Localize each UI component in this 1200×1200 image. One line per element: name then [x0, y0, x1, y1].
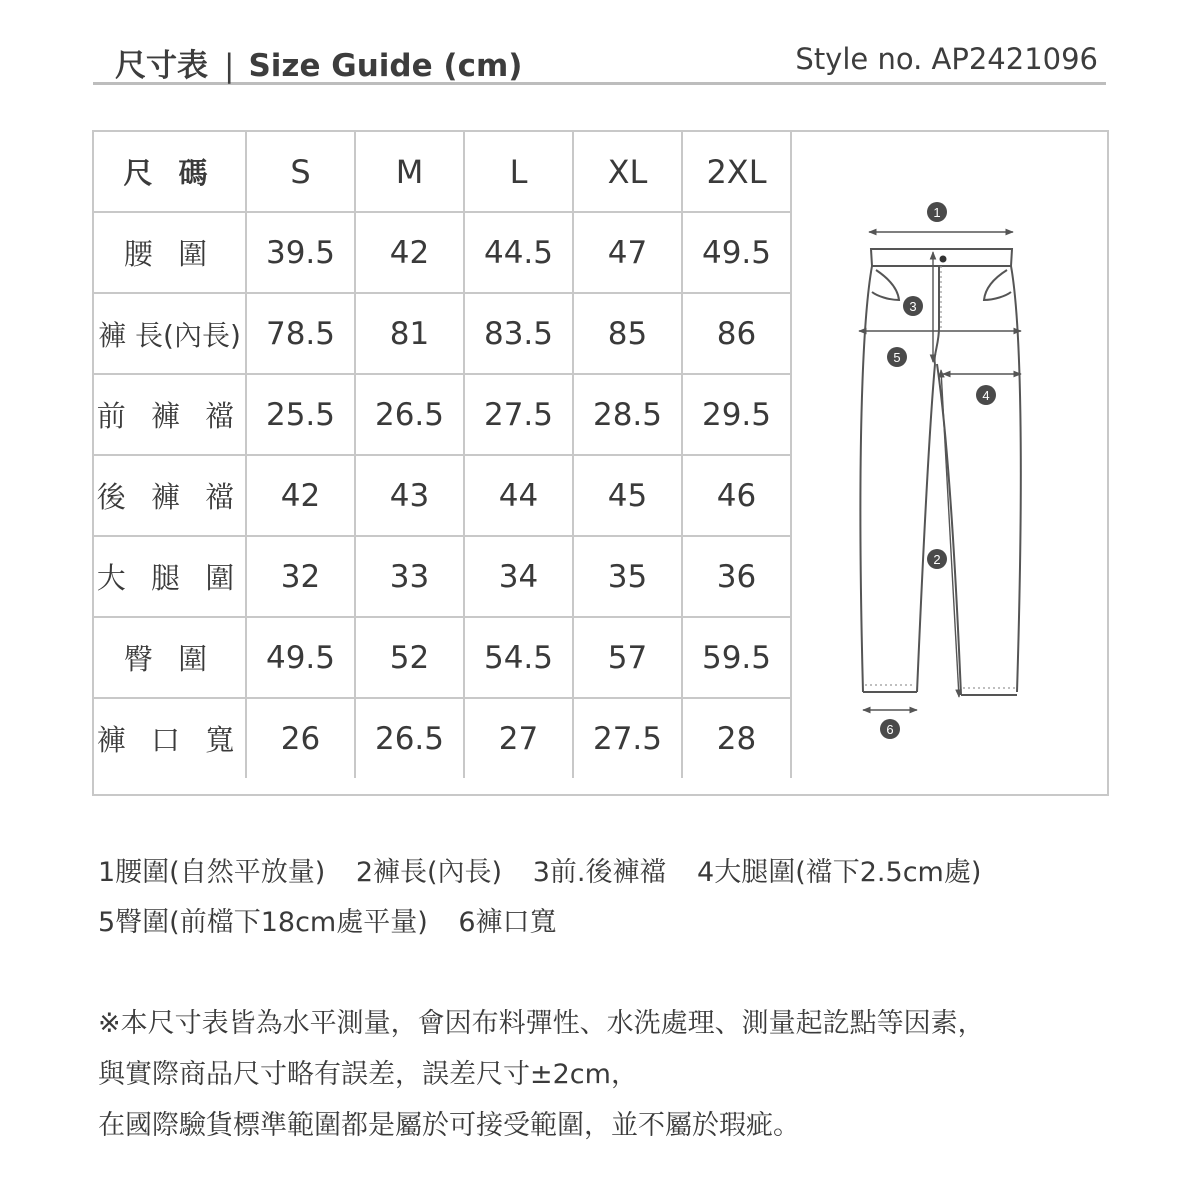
title-en: Size Guide (cm) [248, 48, 523, 84]
table-cell: 83.5 [464, 293, 573, 374]
size-header: XL [573, 132, 682, 212]
size-header: S [246, 132, 355, 212]
table-row [94, 455, 791, 536]
row-label: 褲 長(內長) [94, 293, 246, 374]
svg-text:5: 5 [893, 350, 901, 365]
table-cell: 86 [682, 293, 791, 374]
table-cell: 78.5 [246, 293, 355, 374]
row-label: 後 褲 襠 [94, 455, 246, 536]
size-header: M [355, 132, 464, 212]
header [93, 36, 1106, 85]
table-cell: 54.5 [464, 617, 573, 698]
legend-line-2 [98, 898, 1003, 948]
table-cell: 39.5 [246, 212, 355, 293]
pants-diagram [791, 132, 1107, 794]
title-cn: 尺寸表 [115, 48, 208, 84]
legend-item: 1腰圍(自然平放量) [98, 857, 326, 888]
legend-item: 4大腿圍(襠下2.5cm處) [697, 857, 982, 888]
legend-item: 5臀圍(前檔下18cm處平量) [98, 907, 428, 938]
marker-4 [976, 385, 996, 405]
title-separator: | [224, 48, 235, 84]
marker-2 [927, 549, 947, 569]
row-label: 褲 口 寬 [94, 698, 246, 778]
marker-6 [880, 719, 900, 739]
table-cell: 47 [573, 212, 682, 293]
svg-text:2: 2 [933, 552, 941, 567]
table-cell: 27.5 [573, 698, 682, 778]
disclaimer-note [98, 998, 985, 1151]
table-cell: 35 [573, 536, 682, 617]
table-cell: 44.5 [464, 212, 573, 293]
legend-line-1 [98, 848, 1003, 898]
legend-item: 3前.後褲襠 [532, 857, 667, 888]
style-number: Style no. AP2421096 [795, 42, 1098, 76]
table-cell: 49.5 [682, 212, 791, 293]
table-cell: 33 [355, 536, 464, 617]
table-cell: 25.5 [246, 374, 355, 455]
marker-1 [927, 202, 947, 222]
table-cell: 42 [355, 212, 464, 293]
table-header-row [94, 132, 791, 212]
row-label: 臀 圍 [94, 617, 246, 698]
table-cell: 85 [573, 293, 682, 374]
table-cell: 43 [355, 455, 464, 536]
size-header: 2XL [682, 132, 791, 212]
table-cell: 46 [682, 455, 791, 536]
marker-3 [903, 296, 923, 316]
button-dot [940, 256, 947, 263]
table-cell: 81 [355, 293, 464, 374]
table-row [94, 617, 791, 698]
size-table-frame [92, 130, 1109, 796]
table-cell: 52 [355, 617, 464, 698]
svg-text:3: 3 [909, 299, 917, 314]
measurement-legend [98, 848, 1003, 948]
corner-label: 尺 碼 [94, 132, 246, 212]
table-cell: 27.5 [464, 374, 573, 455]
pants-outline [860, 249, 1020, 695]
table-cell: 26.5 [355, 698, 464, 778]
table-cell: 42 [246, 455, 355, 536]
table-cell: 45 [573, 455, 682, 536]
table-cell: 26 [246, 698, 355, 778]
hem-stitch [865, 685, 1015, 688]
size-header: L [464, 132, 573, 212]
table-cell: 34 [464, 536, 573, 617]
row-label: 大 腿 圍 [94, 536, 246, 617]
row-label: 前 褲 襠 [94, 374, 246, 455]
table-cell: 28.5 [573, 374, 682, 455]
page-title [115, 40, 522, 85]
table-cell: 29.5 [682, 374, 791, 455]
table-cell: 44 [464, 455, 573, 536]
table-cell: 57 [573, 617, 682, 698]
table-row [94, 374, 791, 455]
table-cell: 36 [682, 536, 791, 617]
note-line: 在國際驗貨標準範圍都是屬於可接受範圍，並不屬於瑕疵。 [98, 1110, 800, 1141]
note-line: ※本尺寸表皆為水平測量，會因布料彈性、水洗處理、測量起訖點等因素， [98, 1008, 985, 1039]
table-cell: 49.5 [246, 617, 355, 698]
note-line: 與實際商品尺寸略有誤差，誤差尺寸±2cm， [98, 1059, 638, 1090]
legend-item: 2褲長(內長) [355, 857, 503, 888]
marker-5 [887, 347, 907, 367]
table-row [94, 698, 791, 778]
row-label: 腰 圍 [94, 212, 246, 293]
table-row [94, 293, 791, 374]
svg-text:1: 1 [933, 205, 941, 220]
table-cell: 26.5 [355, 374, 464, 455]
size-table [94, 132, 792, 778]
svg-text:4: 4 [982, 388, 990, 403]
table-cell: 27 [464, 698, 573, 778]
table-cell: 28 [682, 698, 791, 778]
svg-text:6: 6 [886, 722, 894, 737]
table-row [94, 536, 791, 617]
table-cell: 59.5 [682, 617, 791, 698]
legend-item: 6褲口寬 [458, 907, 557, 938]
table-cell: 32 [246, 536, 355, 617]
table-row [94, 212, 791, 293]
